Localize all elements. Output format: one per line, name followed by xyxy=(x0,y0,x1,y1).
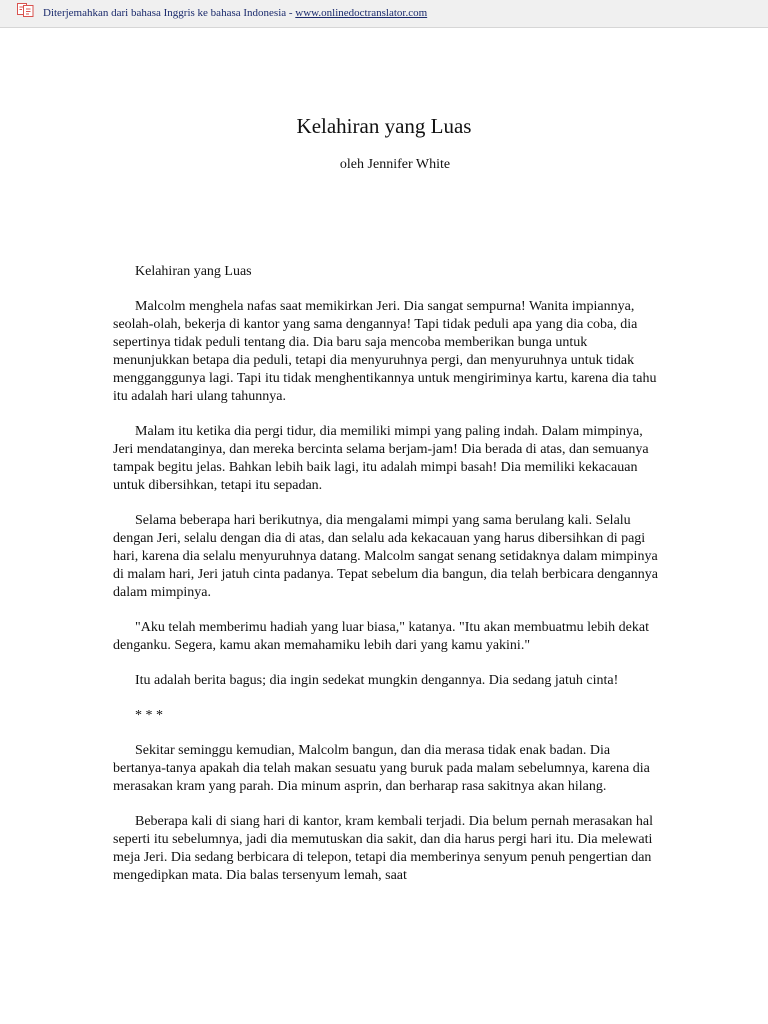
banner-text xyxy=(43,7,427,20)
document-title: Kelahiran yang Luas xyxy=(296,114,472,138)
paragraph: Selama beberapa hari berikutnya, dia mengalami mimpi yang sama berulang kali. Selalu dengan Jeri, selalu dengan dia di atas, dan selalu ada kekacauan yang harus dibersihkan di pagi hari, karena dia selalu menyuruhnya datang. Malcolm sangat senang setidaknya dalam mimpinya di malam hari, Jeri jatuh cinta padanya. Tepat sebelum dia bangun, dia telah berbicara dengannya dalam mimpinya. xyxy=(113,513,658,600)
paragraph: Beberapa kali di siang hari di kantor, kram kembali terjadi. Dia belum pernah merasakan hal seperti itu sebelumnya, jadi dia memutuskan dia sakit, dan dia harus pergi hari itu. Dia melewati meja Jeri. Dia sedang berbicara di telepon, tetapi dia memberinya senyum penuh pengertian dan mengedipkan mata. Dia balas tersenyum lemah, saat xyxy=(113,814,654,883)
paragraph: "Aku telah memberimu hadiah yang luar biasa," katanya. "Itu akan membuatmu lebih dekat denganku. Segera, kamu akan memahamiku lebih dari yang kamu yakini." xyxy=(113,620,649,653)
translator-link[interactable]: www.onlinedoctranslator.com xyxy=(295,7,428,19)
paragraph: Malam itu ketika dia pergi tidur, dia memiliki mimpi yang paling indah. Dalam mimpinya, Jeri mendatanginya, dan mereka bercinta selama berjam-jam! Dia berada di atas, dan semuanya tampak begitu jelas. Bahkan lebih baik lagi, itu adalah mimpi basah! Dia memiliki kekacauan untuk dibersihkan, tetapi itu sepadan. xyxy=(113,424,649,493)
document-byline: oleh Jennifer White xyxy=(339,157,451,172)
paragraph: Itu adalah berita bagus; dia ingin sedekat mungkin dengannya. Dia sedang jatuh cinta! xyxy=(135,673,619,688)
paragraph: Sekitar seminggu kemudian, Malcolm bangun, dan dia merasa tidak enak badan. Dia bertanya-tanya apakah dia telah makan sesuatu yang buruk pada malam sebelumnya, karena dia merasakan kram yang parah. Dia minum asprin, dan berharap rasa sakitnya akan hilang. xyxy=(113,743,650,794)
banner-message: Diterjemahkan dari bahasa Inggris ke bahasa Indonesia - xyxy=(43,7,296,19)
story-heading: Kelahiran yang Luas xyxy=(135,264,252,279)
document-body xyxy=(113,263,658,902)
section-separator: * * * xyxy=(135,708,163,723)
translate-document-icon xyxy=(17,3,34,17)
paragraph: Malcolm menghela nafas saat memikirkan Jeri. Dia sangat sempurna! Wanita impiannya, seolah-olah, bekerja di kantor yang sama dengannya! Tapi tidak peduli apa yang dia coba, dia sepertinya tidak peduli tentang dia. Dia baru saja mencoba memberikan bunga untuk menunjukkan betapa dia peduli, tetapi dia menyuruhnya pergi, dan menyuruhnya untuk tidak mengganggunya lagi. Tapi itu tidak menghentikannya untuk mengiriminya kartu, karena dia tahu itu adalah hari ulang tahunnya. xyxy=(113,299,657,404)
translator-banner xyxy=(0,0,768,28)
